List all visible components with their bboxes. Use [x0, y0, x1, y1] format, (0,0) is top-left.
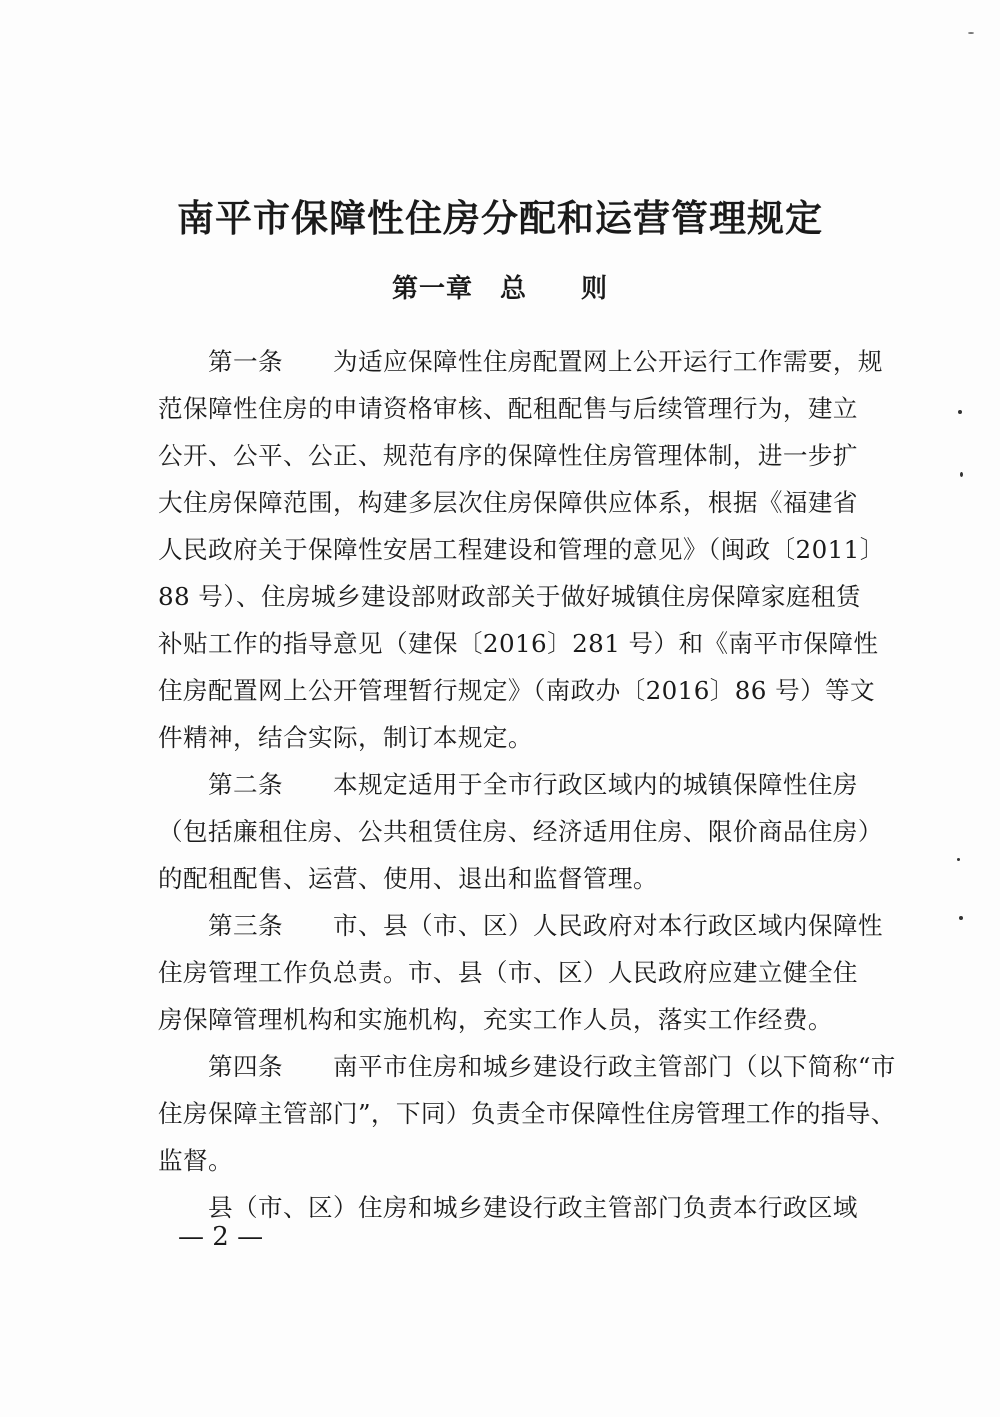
text-line: 住房保障主管部门”，下同）负责全市保障性住房管理工作的指导、: [158, 1099, 896, 1128]
text-line: 第二条 本规定适用于全市行政区域内的城镇保障性住房: [158, 770, 858, 799]
scan-speck: [957, 858, 960, 861]
text-line: 住房配置网上公开管理暂行规定》（南政办〔2016〕86 号）等文: [158, 676, 876, 705]
text-line: 范保障性住房的申请资格审核、配租配售与后续管理行为，建立: [158, 394, 858, 423]
text-line: 人民政府关于保障性安居工程建设和管理的意见》（闽政〔2011〕: [158, 535, 885, 564]
scan-speck: [959, 916, 963, 920]
text-line: 的配租配售、运营、使用、退出和监督管理。: [158, 864, 658, 893]
scan-speck: [968, 32, 974, 34]
text-line: 第四条 南平市住房和城乡建设行政主管部门（以下简称“市: [158, 1052, 896, 1081]
text-line: 住房管理工作负总责。市、县（市、区）人民政府应建立健全住: [158, 958, 858, 987]
chapter-heading: 第一章 总 则: [391, 274, 608, 304]
scan-speck: [960, 472, 963, 477]
page-number: — 2 —: [178, 1222, 264, 1252]
text-line: 88 号）、住房城乡建设部财政部关于做好城镇住房保障家庭租赁: [158, 582, 861, 611]
text-line: 房保障管理机构和实施机构，充实工作人员，落实工作经费。: [158, 1005, 833, 1034]
text-line: 县（市、区）住房和城乡建设行政主管部门负责本行政区域: [158, 1193, 858, 1222]
scan-speck: [958, 410, 962, 414]
text-line: 监督。: [158, 1146, 233, 1175]
text-line: （包括廉租住房、公共租赁住房、经济适用住房、限价商品住房）: [158, 817, 883, 846]
text-line: 大住房保障范围，构建多层次住房保障供应体系，根据《福建省: [158, 488, 858, 517]
document-title: 南平市保障性住房分配和运营管理规定: [177, 197, 823, 240]
text-line: 第一条 为适应保障性住房配置网上公开运行工作需要，规: [158, 347, 883, 376]
text-line: 补贴工作的指导意见（建保〔2016〕281 号）和《南平市保障性: [158, 629, 879, 658]
text-line: 第三条 市、县（市、区）人民政府对本行政区域内保障性: [158, 911, 883, 940]
text-line: 件精神，结合实际，制订本规定。: [158, 723, 533, 752]
text-line: 公开、公平、公正、规范有序的保障性住房管理体制，进一步扩: [158, 441, 858, 470]
